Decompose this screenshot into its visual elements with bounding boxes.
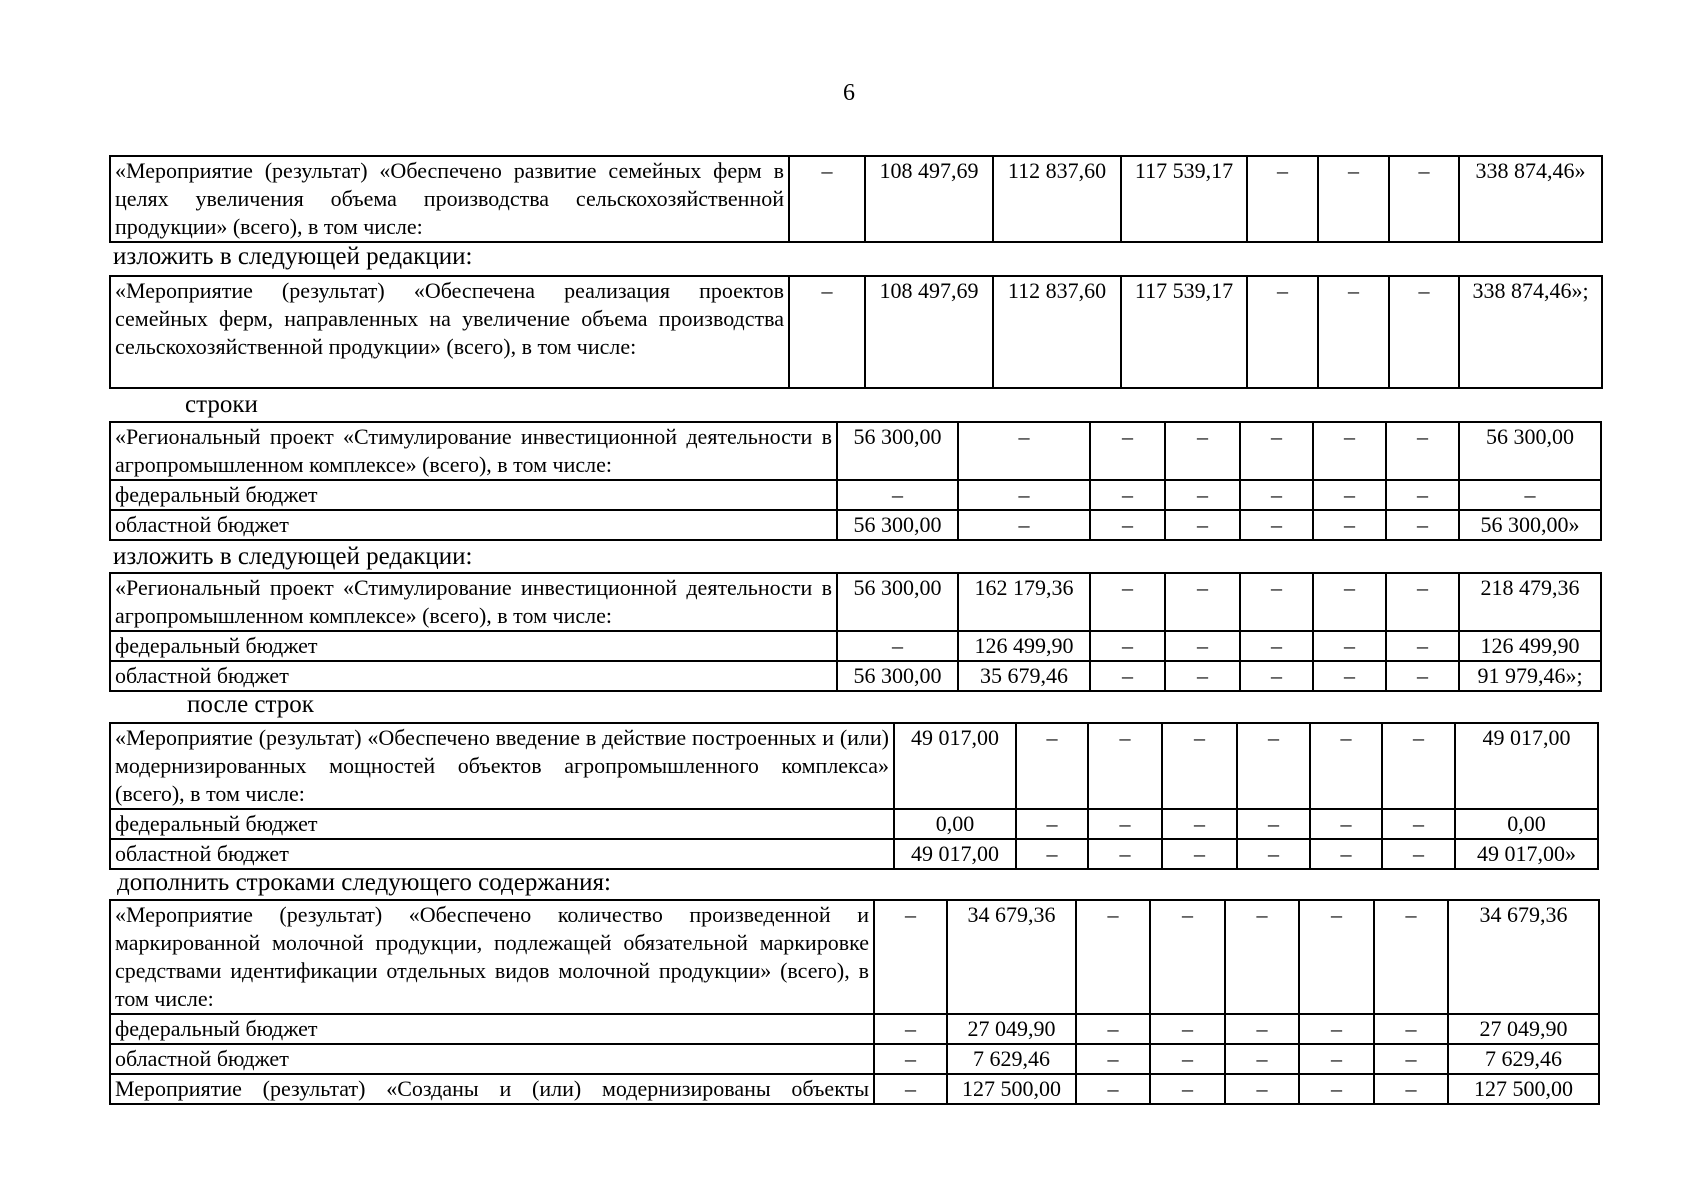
value-cell: – bbox=[1165, 573, 1240, 631]
table-row bbox=[110, 276, 1602, 388]
value-cell: 7 629,46 bbox=[947, 1044, 1076, 1074]
value-cell: – bbox=[874, 1074, 947, 1104]
value-cell: – bbox=[1165, 631, 1240, 661]
heading-edit-2: изложить в следующей редакции: bbox=[113, 543, 473, 570]
row-label: «Мероприятие (результат) «Обеспечено развитие семейных ферм в целях увеличения объема производства сельскохозяйственной продукции» (всего), в том числе: bbox=[110, 156, 789, 242]
table-dairy-marking bbox=[109, 899, 1600, 1105]
value-cell: 49 017,00 bbox=[894, 723, 1016, 809]
value-cell: – bbox=[1313, 510, 1386, 540]
row-label: «Мероприятие (результат) «Обеспечена реализация проектов семейных ферм, направленных на увеличение объема производства сельскохозяйственной продукции» (всего), в том числе: bbox=[110, 276, 789, 388]
value-cell: – bbox=[1162, 723, 1237, 809]
value-cell: 108 497,69 bbox=[865, 276, 993, 388]
value-cell: – bbox=[1225, 1044, 1299, 1074]
value-cell: – bbox=[1240, 422, 1313, 480]
value-cell: – bbox=[1162, 809, 1237, 839]
value-cell: – bbox=[1225, 1014, 1299, 1044]
value-cell: – bbox=[1088, 839, 1162, 869]
row-label: областной бюджет bbox=[110, 839, 894, 869]
heading-edit-1: изложить в следующей редакции: bbox=[113, 243, 473, 270]
total-cell: 126 499,90 bbox=[1459, 631, 1601, 661]
value-cell: – bbox=[1016, 723, 1088, 809]
value-cell: – bbox=[1386, 661, 1459, 691]
table-row bbox=[110, 631, 1601, 661]
row-label: областной бюджет bbox=[110, 1044, 874, 1074]
value-cell: – bbox=[1240, 573, 1313, 631]
value-cell: – bbox=[1016, 809, 1088, 839]
value-cell: – bbox=[1076, 1044, 1150, 1074]
value-cell: – bbox=[1386, 573, 1459, 631]
value-cell: 117 539,17 bbox=[1121, 276, 1247, 388]
value-cell: – bbox=[837, 631, 958, 661]
value-cell: – bbox=[1318, 156, 1389, 242]
value-cell: 35 679,46 bbox=[958, 661, 1090, 691]
value-cell: 112 837,60 bbox=[993, 276, 1121, 388]
value-cell: – bbox=[1090, 422, 1165, 480]
value-cell: – bbox=[1374, 900, 1448, 1014]
value-cell: – bbox=[1313, 480, 1386, 510]
value-cell: – bbox=[1382, 839, 1455, 869]
value-cell: – bbox=[1165, 661, 1240, 691]
value-cell: – bbox=[1150, 1044, 1225, 1074]
value-cell: – bbox=[1318, 276, 1389, 388]
heading-rows: строки bbox=[185, 391, 258, 418]
total-cell: 56 300,00 bbox=[1459, 422, 1601, 480]
value-cell: – bbox=[1150, 1014, 1225, 1044]
value-cell: – bbox=[1386, 422, 1459, 480]
row-label: федеральный бюджет bbox=[110, 480, 837, 510]
table-regional-project-new bbox=[109, 572, 1602, 692]
value-cell: – bbox=[958, 480, 1090, 510]
total-cell: 218 479,36 bbox=[1459, 573, 1601, 631]
total-cell: 49 017,00» bbox=[1455, 839, 1598, 869]
total-cell: 27 049,90 bbox=[1448, 1014, 1599, 1044]
value-cell: – bbox=[1299, 900, 1374, 1014]
value-cell: – bbox=[1090, 510, 1165, 540]
value-cell: – bbox=[1150, 1074, 1225, 1104]
value-cell: – bbox=[1386, 631, 1459, 661]
value-cell: 49 017,00 bbox=[894, 839, 1016, 869]
row-label: федеральный бюджет bbox=[110, 809, 894, 839]
total-cell: 338 874,46» bbox=[1459, 156, 1602, 242]
row-label: «Мероприятие (результат) «Обеспечено введение в действие построенных и (или) модернизированных мощностей объектов агропромышленного комплекса» (всего), в том числе: bbox=[110, 723, 894, 809]
table-family-farms-new bbox=[109, 275, 1603, 389]
row-label: федеральный бюджет bbox=[110, 631, 837, 661]
row-label: федеральный бюджет bbox=[110, 1014, 874, 1044]
value-cell: 108 497,69 bbox=[865, 156, 993, 242]
row-label: областной бюджет bbox=[110, 661, 837, 691]
value-cell: – bbox=[1386, 510, 1459, 540]
value-cell: – bbox=[837, 480, 958, 510]
value-cell: – bbox=[1374, 1074, 1448, 1104]
row-label: Мероприятие (результат) «Созданы и (или) модернизированы объекты bbox=[110, 1074, 874, 1104]
value-cell: – bbox=[1386, 480, 1459, 510]
value-cell: 56 300,00 bbox=[837, 573, 958, 631]
table-row bbox=[110, 809, 1598, 839]
page-number: 6 bbox=[843, 80, 855, 106]
value-cell: – bbox=[874, 1044, 947, 1074]
value-cell: 34 679,36 bbox=[947, 900, 1076, 1014]
value-cell: – bbox=[1240, 510, 1313, 540]
value-cell: 56 300,00 bbox=[837, 510, 958, 540]
value-cell: – bbox=[1310, 809, 1382, 839]
value-cell: – bbox=[1313, 573, 1386, 631]
value-cell: – bbox=[1374, 1044, 1448, 1074]
total-cell: 56 300,00» bbox=[1459, 510, 1601, 540]
table-row bbox=[110, 156, 1602, 242]
table-row bbox=[110, 573, 1601, 631]
total-cell: 127 500,00 bbox=[1448, 1074, 1599, 1104]
value-cell: – bbox=[1299, 1014, 1374, 1044]
value-cell: – bbox=[1237, 723, 1310, 809]
value-cell: – bbox=[1162, 839, 1237, 869]
value-cell: – bbox=[1313, 631, 1386, 661]
value-cell: – bbox=[1240, 661, 1313, 691]
table-row bbox=[110, 480, 1601, 510]
value-cell: – bbox=[1299, 1074, 1374, 1104]
value-cell: 56 300,00 bbox=[837, 661, 958, 691]
table-row bbox=[110, 1044, 1599, 1074]
table-row bbox=[110, 900, 1599, 1014]
value-cell: – bbox=[1076, 1074, 1150, 1104]
value-cell: – bbox=[1076, 1014, 1150, 1044]
value-cell: – bbox=[1237, 839, 1310, 869]
total-cell: 7 629,46 bbox=[1448, 1044, 1599, 1074]
value-cell: – bbox=[1090, 480, 1165, 510]
value-cell: 117 539,17 bbox=[1121, 156, 1247, 242]
total-cell: – bbox=[1459, 480, 1601, 510]
table-row bbox=[110, 661, 1601, 691]
row-label: «Региональный проект «Стимулирование инвестиционной деятельности в агропромышленном комплексе» (всего), в том числе: bbox=[110, 422, 837, 480]
value-cell: – bbox=[789, 156, 865, 242]
value-cell: – bbox=[1310, 723, 1382, 809]
value-cell: 27 049,90 bbox=[947, 1014, 1076, 1044]
value-cell: – bbox=[1090, 661, 1165, 691]
value-cell: – bbox=[1088, 723, 1162, 809]
table-row bbox=[110, 1074, 1599, 1104]
value-cell: 112 837,60 bbox=[993, 156, 1121, 242]
value-cell: – bbox=[1225, 1074, 1299, 1104]
value-cell: – bbox=[1382, 723, 1455, 809]
heading-after-rows: после строк bbox=[187, 691, 314, 718]
table-row bbox=[110, 510, 1601, 540]
value-cell: – bbox=[1313, 661, 1386, 691]
total-cell: 0,00 bbox=[1455, 809, 1598, 839]
value-cell: – bbox=[1240, 480, 1313, 510]
value-cell: – bbox=[1090, 573, 1165, 631]
value-cell: – bbox=[1150, 900, 1225, 1014]
table-regional-project-old bbox=[109, 421, 1602, 541]
value-cell: – bbox=[874, 1014, 947, 1044]
total-cell: 49 017,00 bbox=[1455, 723, 1598, 809]
value-cell: 0,00 bbox=[894, 809, 1016, 839]
value-cell: – bbox=[1389, 276, 1459, 388]
value-cell: – bbox=[1165, 510, 1240, 540]
value-cell: – bbox=[1374, 1014, 1448, 1044]
row-label: «Мероприятие (результат) «Обеспечено количество произведенной и маркированной молочной продукции, подлежащей обязательной маркировке средствами идентификации отдельных видов молочной продукции» (всего), в том числе: bbox=[110, 900, 874, 1014]
value-cell: – bbox=[1165, 422, 1240, 480]
value-cell: – bbox=[1165, 480, 1240, 510]
value-cell: – bbox=[1382, 809, 1455, 839]
value-cell: – bbox=[1237, 809, 1310, 839]
value-cell: 56 300,00 bbox=[837, 422, 958, 480]
value-cell: 126 499,90 bbox=[958, 631, 1090, 661]
table-family-farms-old bbox=[109, 155, 1603, 243]
value-cell: – bbox=[958, 510, 1090, 540]
value-cell: – bbox=[1310, 839, 1382, 869]
table-row bbox=[110, 1014, 1599, 1044]
value-cell: – bbox=[1016, 839, 1088, 869]
value-cell: 162 179,36 bbox=[958, 573, 1090, 631]
heading-append: дополнить строками следующего содержания: bbox=[117, 869, 611, 896]
value-cell: – bbox=[1225, 900, 1299, 1014]
table-capacity-commissioning bbox=[109, 722, 1599, 870]
table-row bbox=[110, 723, 1598, 809]
value-cell: – bbox=[1299, 1044, 1374, 1074]
total-cell: 34 679,36 bbox=[1448, 900, 1599, 1014]
value-cell: – bbox=[1240, 631, 1313, 661]
row-label: областной бюджет bbox=[110, 510, 837, 540]
table-row bbox=[110, 422, 1601, 480]
value-cell: – bbox=[1247, 156, 1318, 242]
value-cell: – bbox=[958, 422, 1090, 480]
value-cell: 127 500,00 bbox=[947, 1074, 1076, 1104]
value-cell: – bbox=[1247, 276, 1318, 388]
value-cell: – bbox=[1313, 422, 1386, 480]
value-cell: – bbox=[874, 900, 947, 1014]
value-cell: – bbox=[1076, 900, 1150, 1014]
value-cell: – bbox=[1389, 156, 1459, 242]
value-cell: – bbox=[1090, 631, 1165, 661]
value-cell: – bbox=[789, 276, 865, 388]
row-label: «Региональный проект «Стимулирование инвестиционной деятельности в агропромышленном комплексе» (всего), в том числе: bbox=[110, 573, 837, 631]
table-row bbox=[110, 839, 1598, 869]
value-cell: – bbox=[1088, 809, 1162, 839]
total-cell: 338 874,46»; bbox=[1459, 276, 1602, 388]
total-cell: 91 979,46»; bbox=[1459, 661, 1601, 691]
